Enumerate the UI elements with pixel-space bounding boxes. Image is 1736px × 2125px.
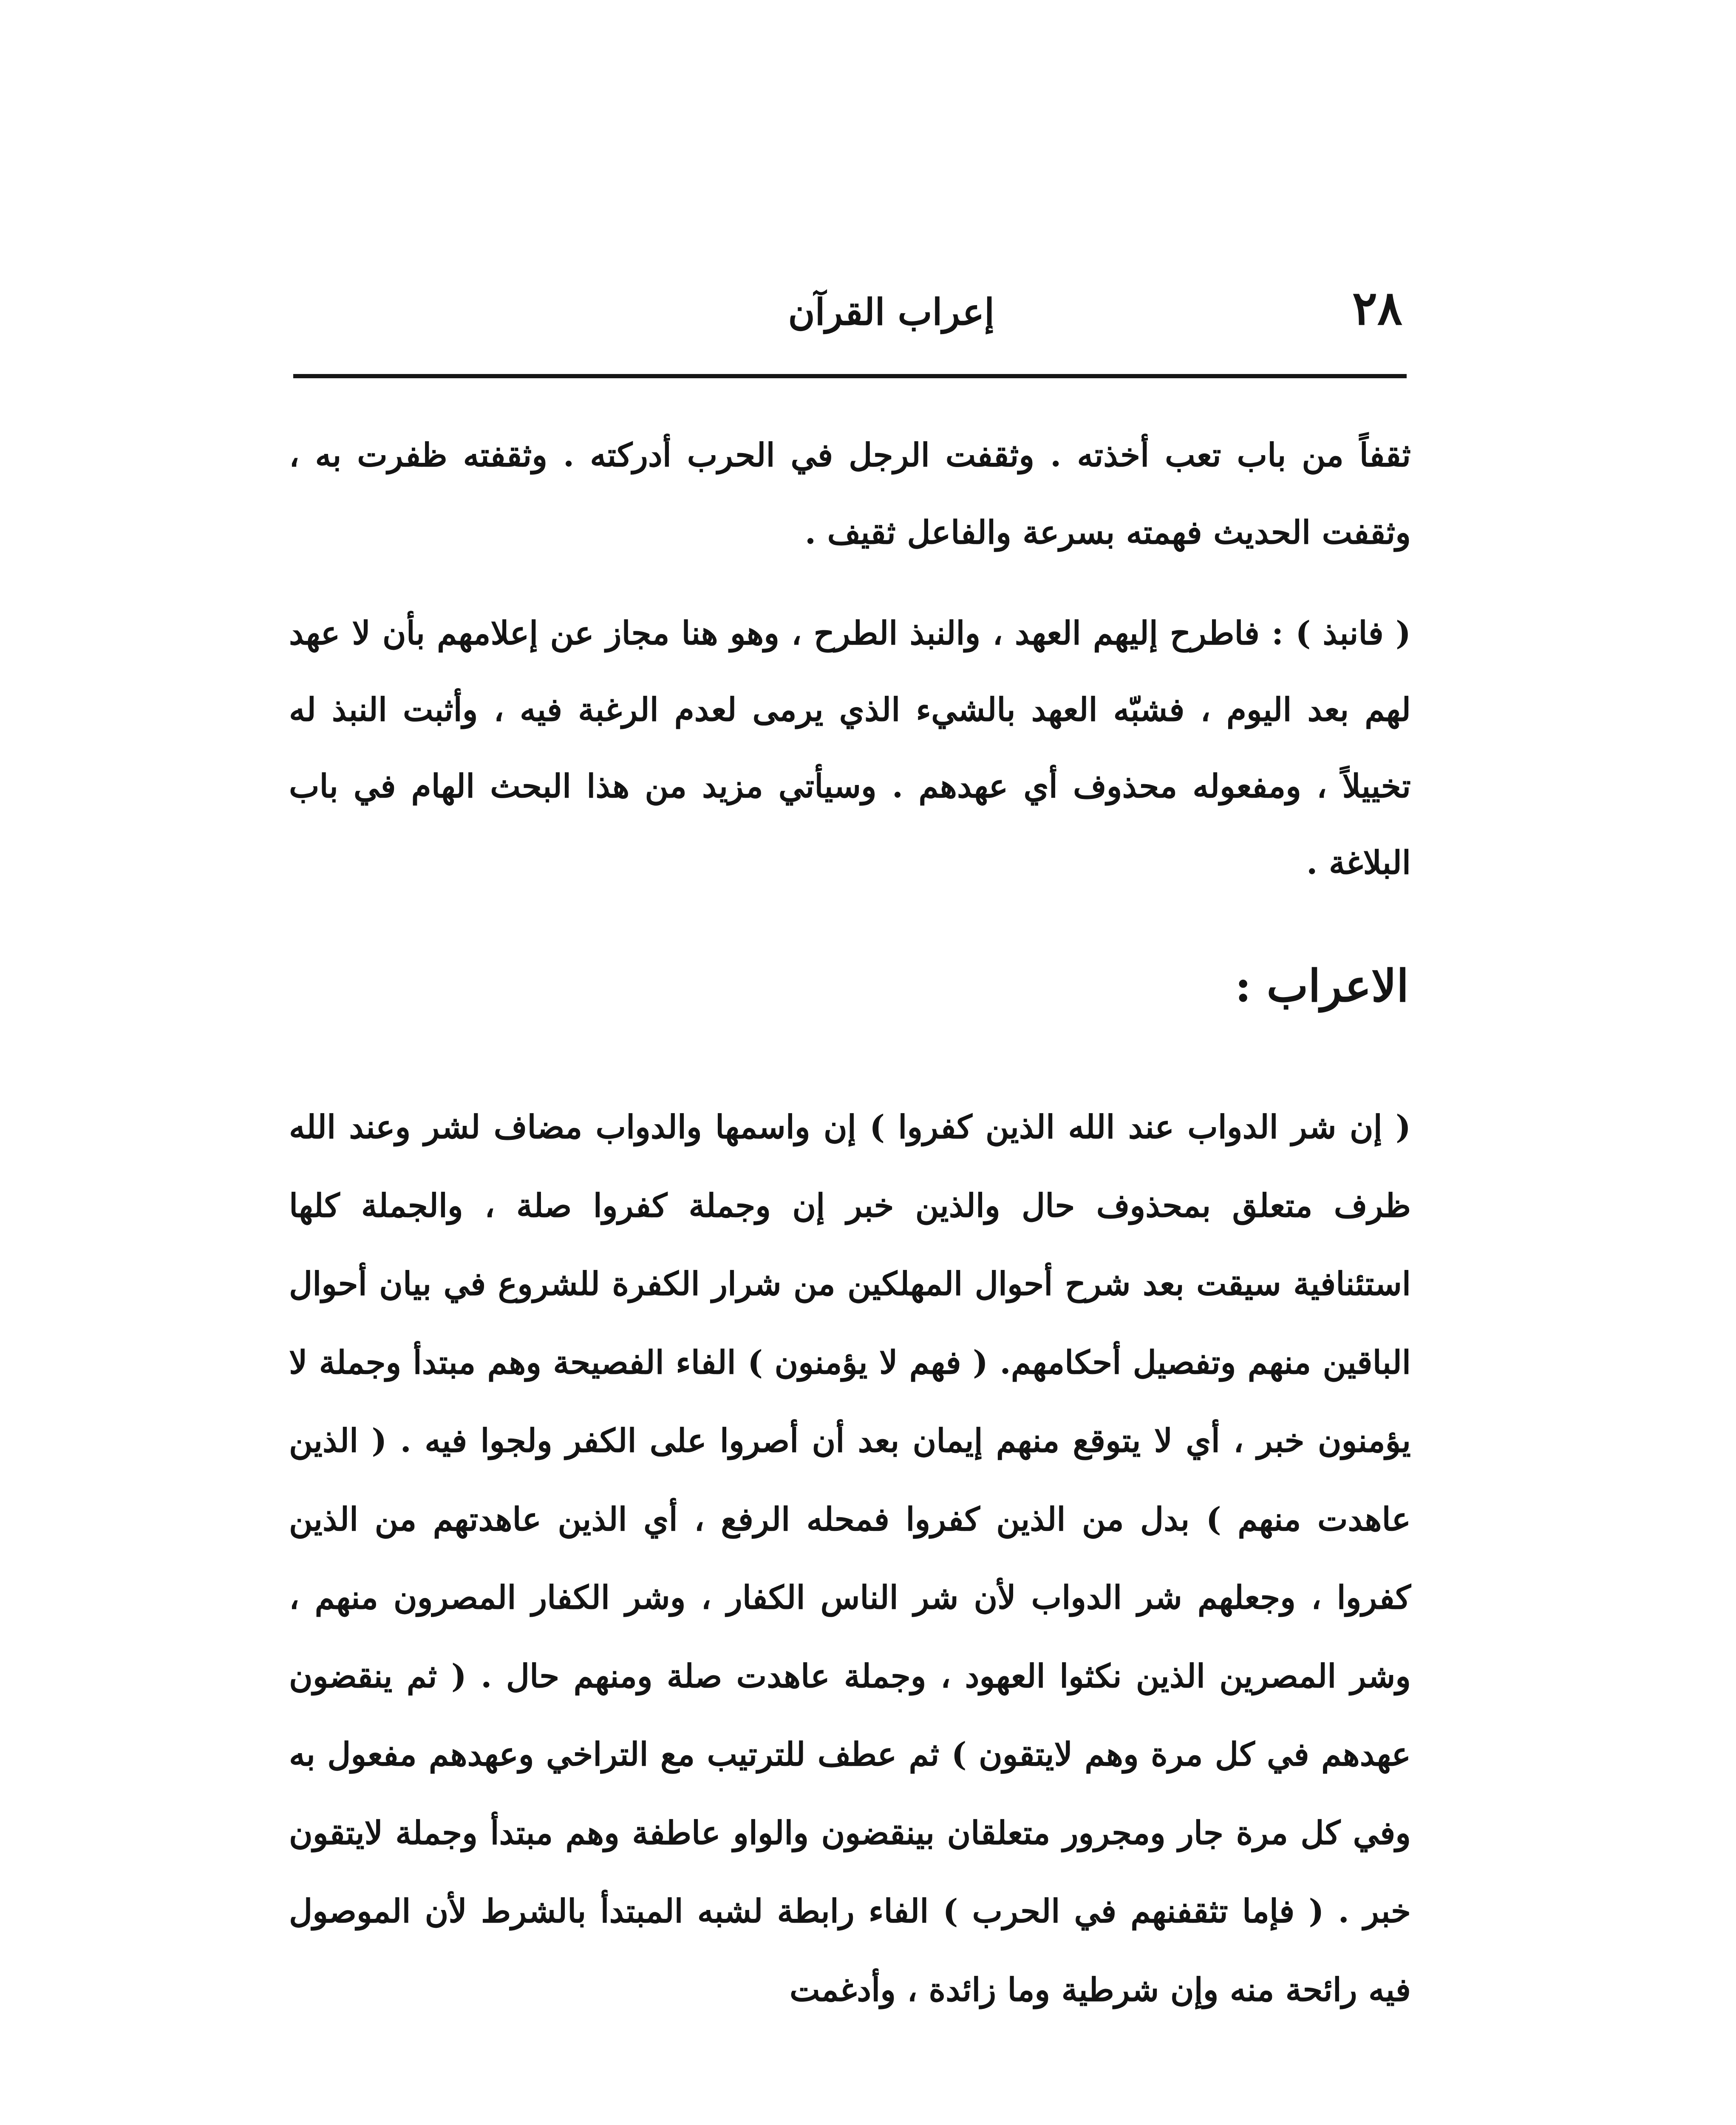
paragraph-definition-thaqifa: ثقفاً من باب تعب أخذته . وثقفت الرجل في الحرب أدركته . وثقفته ظفرت به ، وثقفت الحديث فهمته بسرعة والفاعل ثقيف . [289,436,1411,551]
page-number: ٢٨ [1352,280,1402,335]
paragraph-definition-nabadh: ( فانبذ ) : فاطرح إليهم العهد ، والنبذ الطرح ، وهو هنا مجاز عن إعلامهم بأن لا عهد لهم بعد اليوم ، فشبّه العهد بالشيء الذي يرمى لعدم الرغبة فيه ، وأثبت النبذ له تخييلاً ، ومفعوله محذوف أي عهدهم . وسيأتي مزيد من هذا البحث الهام في باب البلاغة . [289,614,1411,881]
page-header [289,276,1402,348]
running-title: إعراب القرآن [788,291,994,334]
header-divider [293,374,1407,378]
paragraph-irab-analysis: ( إن شر الدواب عند الله الذين كفروا ) إن واسمها والدواب مضاف لشر وعند الله ظرف متعلق بمحذوف حال والذين خبر إن وجملة كفروا صلة ، والجملة كلها استئنافية سيقت بعد شرح أحوال المهلكين من شرار الكفرة للشروع في بيان أحوال الباقين منهم وتفصيل أحكامهم. ( فهم لا يؤمنون ) الفاء الفصيحة وهم مبتدأ وجملة لا يؤمنون خبر ، أي لا يتوقع منهم إيمان بعد أن أصروا على الكفر ولجوا فيه . ( الذين عاهدت منهم ) بدل من الذين كفروا فمحله الرفع ، أي الذين عاهدتهم من الذين كفروا ، وجعلهم شر الدواب لأن شر الناس الكفار ، وشر الكفار المصرون منهم ، وشر المصرين الذين نكثوا العهود ، وجملة عاهدت صلة ومنهم حال . ( ثم ينقضون عهدهم في كل مرة وهم لايتقون ) ثم عطف للترتيب مع التراخي وعهدهم مفعول به وفي كل مرة جار ومجرور متعلقان بينقضون والواو عاطفة وهم مبتدأ وجملة لايتقون خبر . ( فإما تثقفنهم في الحرب ) الفاء رابطة لشبه المبتدأ بالشرط لأن الموصول فيه رائحة منه وإن شرطية وما زائدة ، وأدغمت [289,1108,1411,2009]
section-heading-irab: الاعراب : [1235,960,1409,1012]
